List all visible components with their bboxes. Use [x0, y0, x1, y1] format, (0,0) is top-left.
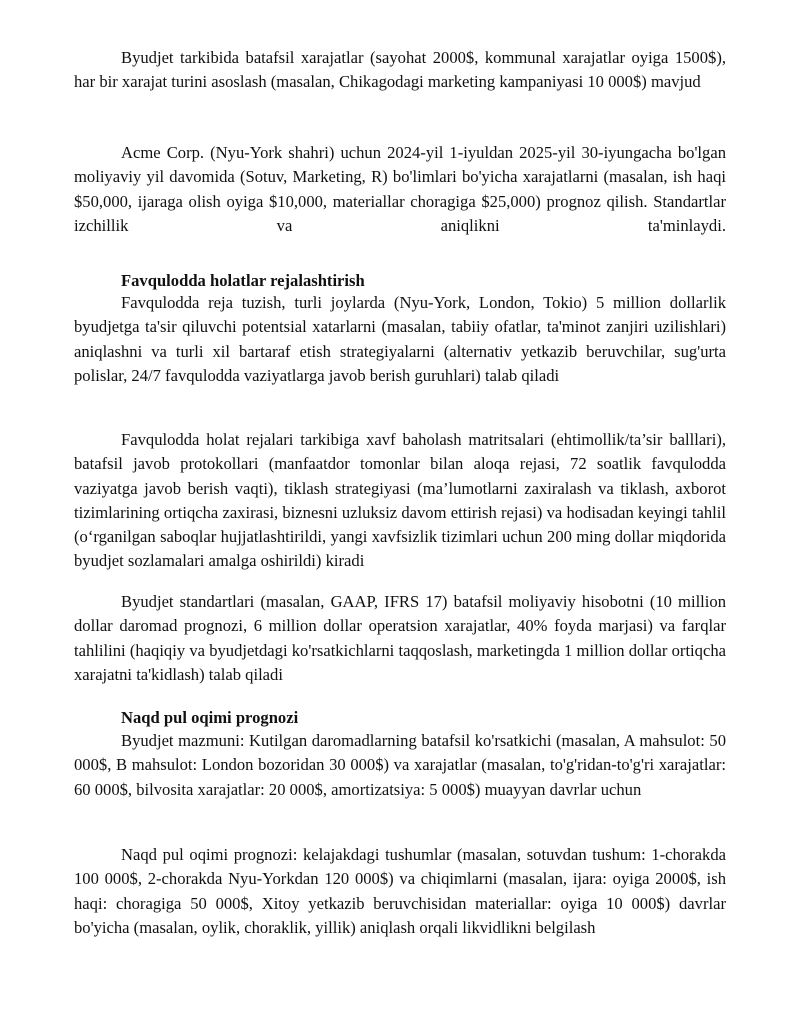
contingency-heading: Favqulodda holatlar rejalashtirish: [121, 271, 365, 290]
budget-details-paragraph: Byudjet tarkibida batafsil xarajatlar (sayohat 2000$, kommunal xarajatlar oyiga 1500$), har bir xarajat turini asoslash (masalan, Chikagodagi marketing kampaniyasi 10 000$) mavjud: [74, 48, 726, 92]
cashflow-forecast-paragraph: Naqd pul oqimi prognozi: kelajakdagi tushumlar (masalan, sotuvdan tushum: 1-chorakda 100 000$, 2-chorakda Nyu-Yorkdan 120 000$) va chiqimlarni (masalan, ijara: oyiga 2000$, ish haqi: choragiga 50 000$, Xitoy yetkazib beruvchisidan materiallar: oyiga 10 000$) davrlar bo'yicha (masalan, oylik, choraklik, yillik) aniqlash orqali likvidlikni belgilash: [74, 845, 726, 937]
budget-standards-paragraph: Byudjet standartlari (masalan, GAAP, IFRS 17) batafsil moliyaviy hisobotni (10 million dollar daromad prognozi, 6 million dollar operatsion xarajatlar, 40% foyda marjasi) va farqlar tahlilini (haqiqiy va byudjetdagi ko'rsatkichlarni taqqoslash, marketingda 1 million dollar ortiqcha xarajatni ta'kidlash) talab qiladi: [74, 592, 726, 684]
cashflow-heading: Naqd pul oqimi prognozi: [121, 708, 299, 727]
acme-forecast-paragraph: Acme Corp. (Nyu-York shahri) uchun 2024-yil 1-iyuldan 2025-yil 30-iyungacha bo'lgan moliyaviy yil davomida (Sotuv, Marketing, R) bo'limlari bo'yicha xarajatlarni (masalan, ish haqi $50,000, ijaraga olish oyiga $10,000, materiallar choragiga $25,000) prognoz qilish. Standartlar izchillik va aniqlikni ta'minlaydi.: [74, 143, 726, 235]
contingency-intro-paragraph: Favqulodda reja tuzish, turli joylarda (Nyu-York, London, Tokio) 5 million dollarlik byudjetga ta'sir qiluvchi potentsial xatarlarni (masalan, tabiiy ofatlar, ta'minot zanjiri uzilishlari) aniqlashni va turli xil bartaraf etish strategiyalarni (alternativ yetkazib beruvchilar, sug'urta polislar, 24/7 favqulodda vaziyatlarga javob berish guruhlari) talab qiladi: [74, 293, 726, 385]
cashflow-content-paragraph: Byudjet mazmuni: Kutilgan daromadlarning batafsil ko'rsatkichi (masalan, A mahsulot: 50 000$, B mahsulot: London bozoridan 30 000$) va xarajatlar (masalan, to'g'ridan-to'g'ri xarajatlar: 60 000$, bilvosita xarajatlar: 20 000$, amortizatsiya: 5 000$) muayyan davrlar uchun: [74, 731, 726, 799]
contingency-components-paragraph: Favqulodda holat rejalari tarkibiga xavf baholash matritsalari (ehtimollik/ta’sir balllari), batafsil javob protokollari (manfaatdor tomonlar bilan aloqa rejasi, 72 soatlik favqulodda vaziyatga javob berish vaqti), tiklash strategiyasi (ma’lumotlarni zaxiralash va tiklash, axborot tizimlarining ortiqcha zaxirasi, biznesni uzluksiz davom ettirish rejasi) va hodisadan keyingi tahlil (o‘rganilgan saboqlar hujjatlashtirildi, yangi xavfsizlik tizimlari uchun 200 ming dollar miqdorida byudjet sozlamalari amalga oshirildi) kiradi: [74, 430, 726, 571]
